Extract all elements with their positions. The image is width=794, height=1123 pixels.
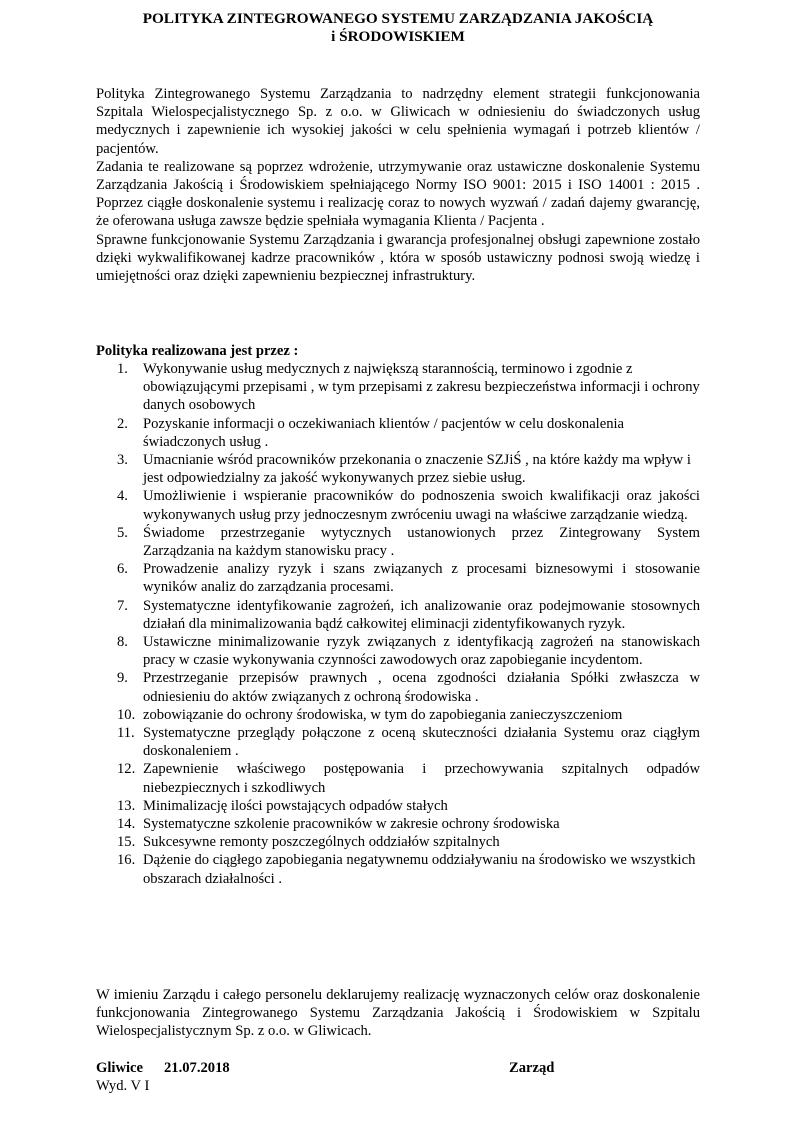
list-item — [96, 597, 700, 633]
item-number: 6. — [117, 561, 128, 578]
item-text: Minimalizację ilości powstających odpadów stałych — [143, 797, 448, 814]
item-text: Prowadzenie analizy ryzyk i szans związanych z procesami biznesowymi i stosowanie wyników analiz do zarządzania procesami. — [143, 561, 700, 596]
item-number: 9. — [117, 670, 128, 687]
item-number: 8. — [117, 634, 128, 651]
item-number: 2. — [117, 415, 128, 432]
list-item — [96, 524, 700, 560]
footer-date: 21.07.2018 — [164, 1060, 230, 1076]
footer-edition: Wyd. V I — [96, 1078, 150, 1094]
item-text: Pozyskanie informacji o oczekiwaniach klientów / pacjentów w celu doskonalenia świadczonych usług . — [143, 415, 625, 450]
item-number: 12. — [117, 761, 136, 778]
item-text: Zapewnienie właściwego postępowania i przechowywania szpitalnych odpadów niebezpiecznych i szkodliwych — [143, 761, 700, 796]
closing-paragraph: W imieniu Zarządu i całego personelu deklarujemy realizację wyznaczonych celów oraz doskonalenie funkcjonowania Zintegrowanego Systemu Zarządzania Jakością i Środowiskiem w Szpitalu Wielospecjalistycznym Sp. z o.o. w Gliwicach. — [96, 987, 700, 1040]
item-number: 16. — [117, 852, 136, 869]
policy-list — [96, 360, 700, 888]
item-text: Świadome przestrzeganie wytycznych ustanowionych przez Zintegrowany System Zarządzania na każdym stanowisku pracy . — [143, 524, 700, 560]
list-item — [96, 797, 700, 815]
item-number: 15. — [117, 834, 136, 851]
item-number: 14. — [117, 816, 136, 833]
title-line-2: i ŚRODOWISKIEM — [331, 28, 465, 45]
list-item — [96, 724, 700, 760]
intro-section — [96, 85, 700, 285]
item-number: 7. — [117, 597, 128, 614]
document-title — [96, 10, 700, 46]
intro-paragraph: Polityka Zintegrowanego Systemu Zarządzania to nadrzędny element strategii funkcjonowania Szpitala Wielospecjalistycznego Sp. z o.o. w Gliwicach w odniesieniu do świadczonych usług medycznych i zapewnienie ich wysokiej jakości w celu spełnienia wymagań i potrzeb klientów / pacjentów. — [96, 86, 700, 157]
list-item — [96, 669, 700, 705]
intro-paragraph: Zadania te realizowane są poprzez wdrożenie, utrzymywanie oraz ustawiczne doskonalenie Systemu Zarządzania Jakością i Środowiskiem spełniającego Normy ISO 9001: 2015 i ISO 14001 : 2015 . Poprzez ciągłe doskonalenie systemu i realizację coraz to nowych wyzwań / zadań dajemy gwarancję, że oferowana usługa zawsze będzie spełniała wymagania Klienta / Pacjenta . — [96, 158, 700, 230]
item-number: 13. — [117, 797, 136, 814]
item-text: Ustawiczne minimalizowanie ryzyk związanych z identyfikacją zagrożeń na stanowiskach pracy w czasie wykonywania czynności zawodowych oraz zapobieganie incydentom. — [143, 634, 700, 669]
list-item — [96, 815, 700, 833]
item-number: 11. — [117, 725, 135, 742]
item-number: 1. — [117, 361, 128, 377]
item-text: Wykonywanie usług medycznych z największą starannością, terminowo i zgodnie z obowiązującymi przepisami , w tym przepisami z zakresu bezpieczeństwa informacji i ochrony danych osobowych — [143, 361, 700, 414]
list-item — [96, 833, 700, 851]
title-line-1: POLITYKA ZINTEGROWANEGO SYSTEMU ZARZĄDZANIA JAKOŚCIĄ — [142, 10, 654, 27]
list-item — [96, 633, 700, 669]
item-text: zobowiązanie do ochrony środowiska, w tym do zapobiegania zanieczyszczeniom — [143, 706, 623, 723]
list-item — [96, 560, 700, 596]
list-item — [96, 360, 700, 415]
list-item — [96, 760, 700, 796]
item-text: Systematyczne przeglądy połączone z oceną skuteczności działania Systemu oraz ciągłym doskonaleniem . — [143, 725, 700, 760]
list-item — [96, 487, 700, 523]
item-text: Sukcesywne remonty poszczególnych oddziałów szpitalnych — [143, 834, 500, 851]
item-text: Dążenie do ciągłego zapobiegania negatywnemu oddziaływaniu na środowisko we wszystkich obszarach działalności . — [143, 852, 696, 887]
list-item — [96, 706, 700, 724]
list-item — [96, 451, 700, 487]
intro-paragraph: Sprawne funkcjonowanie Systemu Zarządzania i gwarancja profesjonalnej obsługi zapewnione zostało dzięki wykwalifikowanej kadrze pracowników , która w sposób ustawiczny podnosi swoją wiedzę i umiejętności oraz dzięki zapewnieniu bezpiecznej infrastruktury. — [96, 231, 700, 285]
item-text: Systematyczne identyfikowanie zagrożeń, ich analizowanie oraz podejmowanie stosownych działań dla minimalizowania bądź całkowitej eliminacji zidentyfikowanych ryzyk. — [143, 597, 700, 632]
item-number: 3. — [117, 452, 128, 469]
item-text: Przestrzeganie przepisów prawnych , ocena zgodności działania Spółki zwłaszcza w odniesieniu do aktów związanych z ochroną środowiska . — [143, 670, 700, 705]
item-text: Umacnianie wśród pracowników przekonania o znaczenie SZJiŚ , na które każdy ma wpływ i jest odpowiedzialny za jakość wykonywanych przez siebie usług. — [143, 452, 691, 487]
list-item — [96, 415, 700, 451]
item-number: 10. — [117, 706, 136, 723]
list-heading: Polityka realizowana jest przez : — [96, 343, 299, 359]
item-text: Umożliwienie i wspieranie pracowników do podnoszenia swoich kwalifikacji oraz jakości wykonywanych usług przy jednoczesnym zwróceniu uwagi na właściwe zarządzanie wiedzą. — [143, 488, 700, 523]
item-number: 5. — [117, 524, 128, 541]
list-item — [96, 851, 700, 887]
item-text: Systematyczne szkolenie pracowników w zakresie ochrony środowiska — [143, 816, 560, 833]
footer-place: Gliwice — [96, 1060, 144, 1076]
item-number: 4. — [117, 488, 128, 505]
footer-signatory: Zarząd — [509, 1060, 555, 1076]
